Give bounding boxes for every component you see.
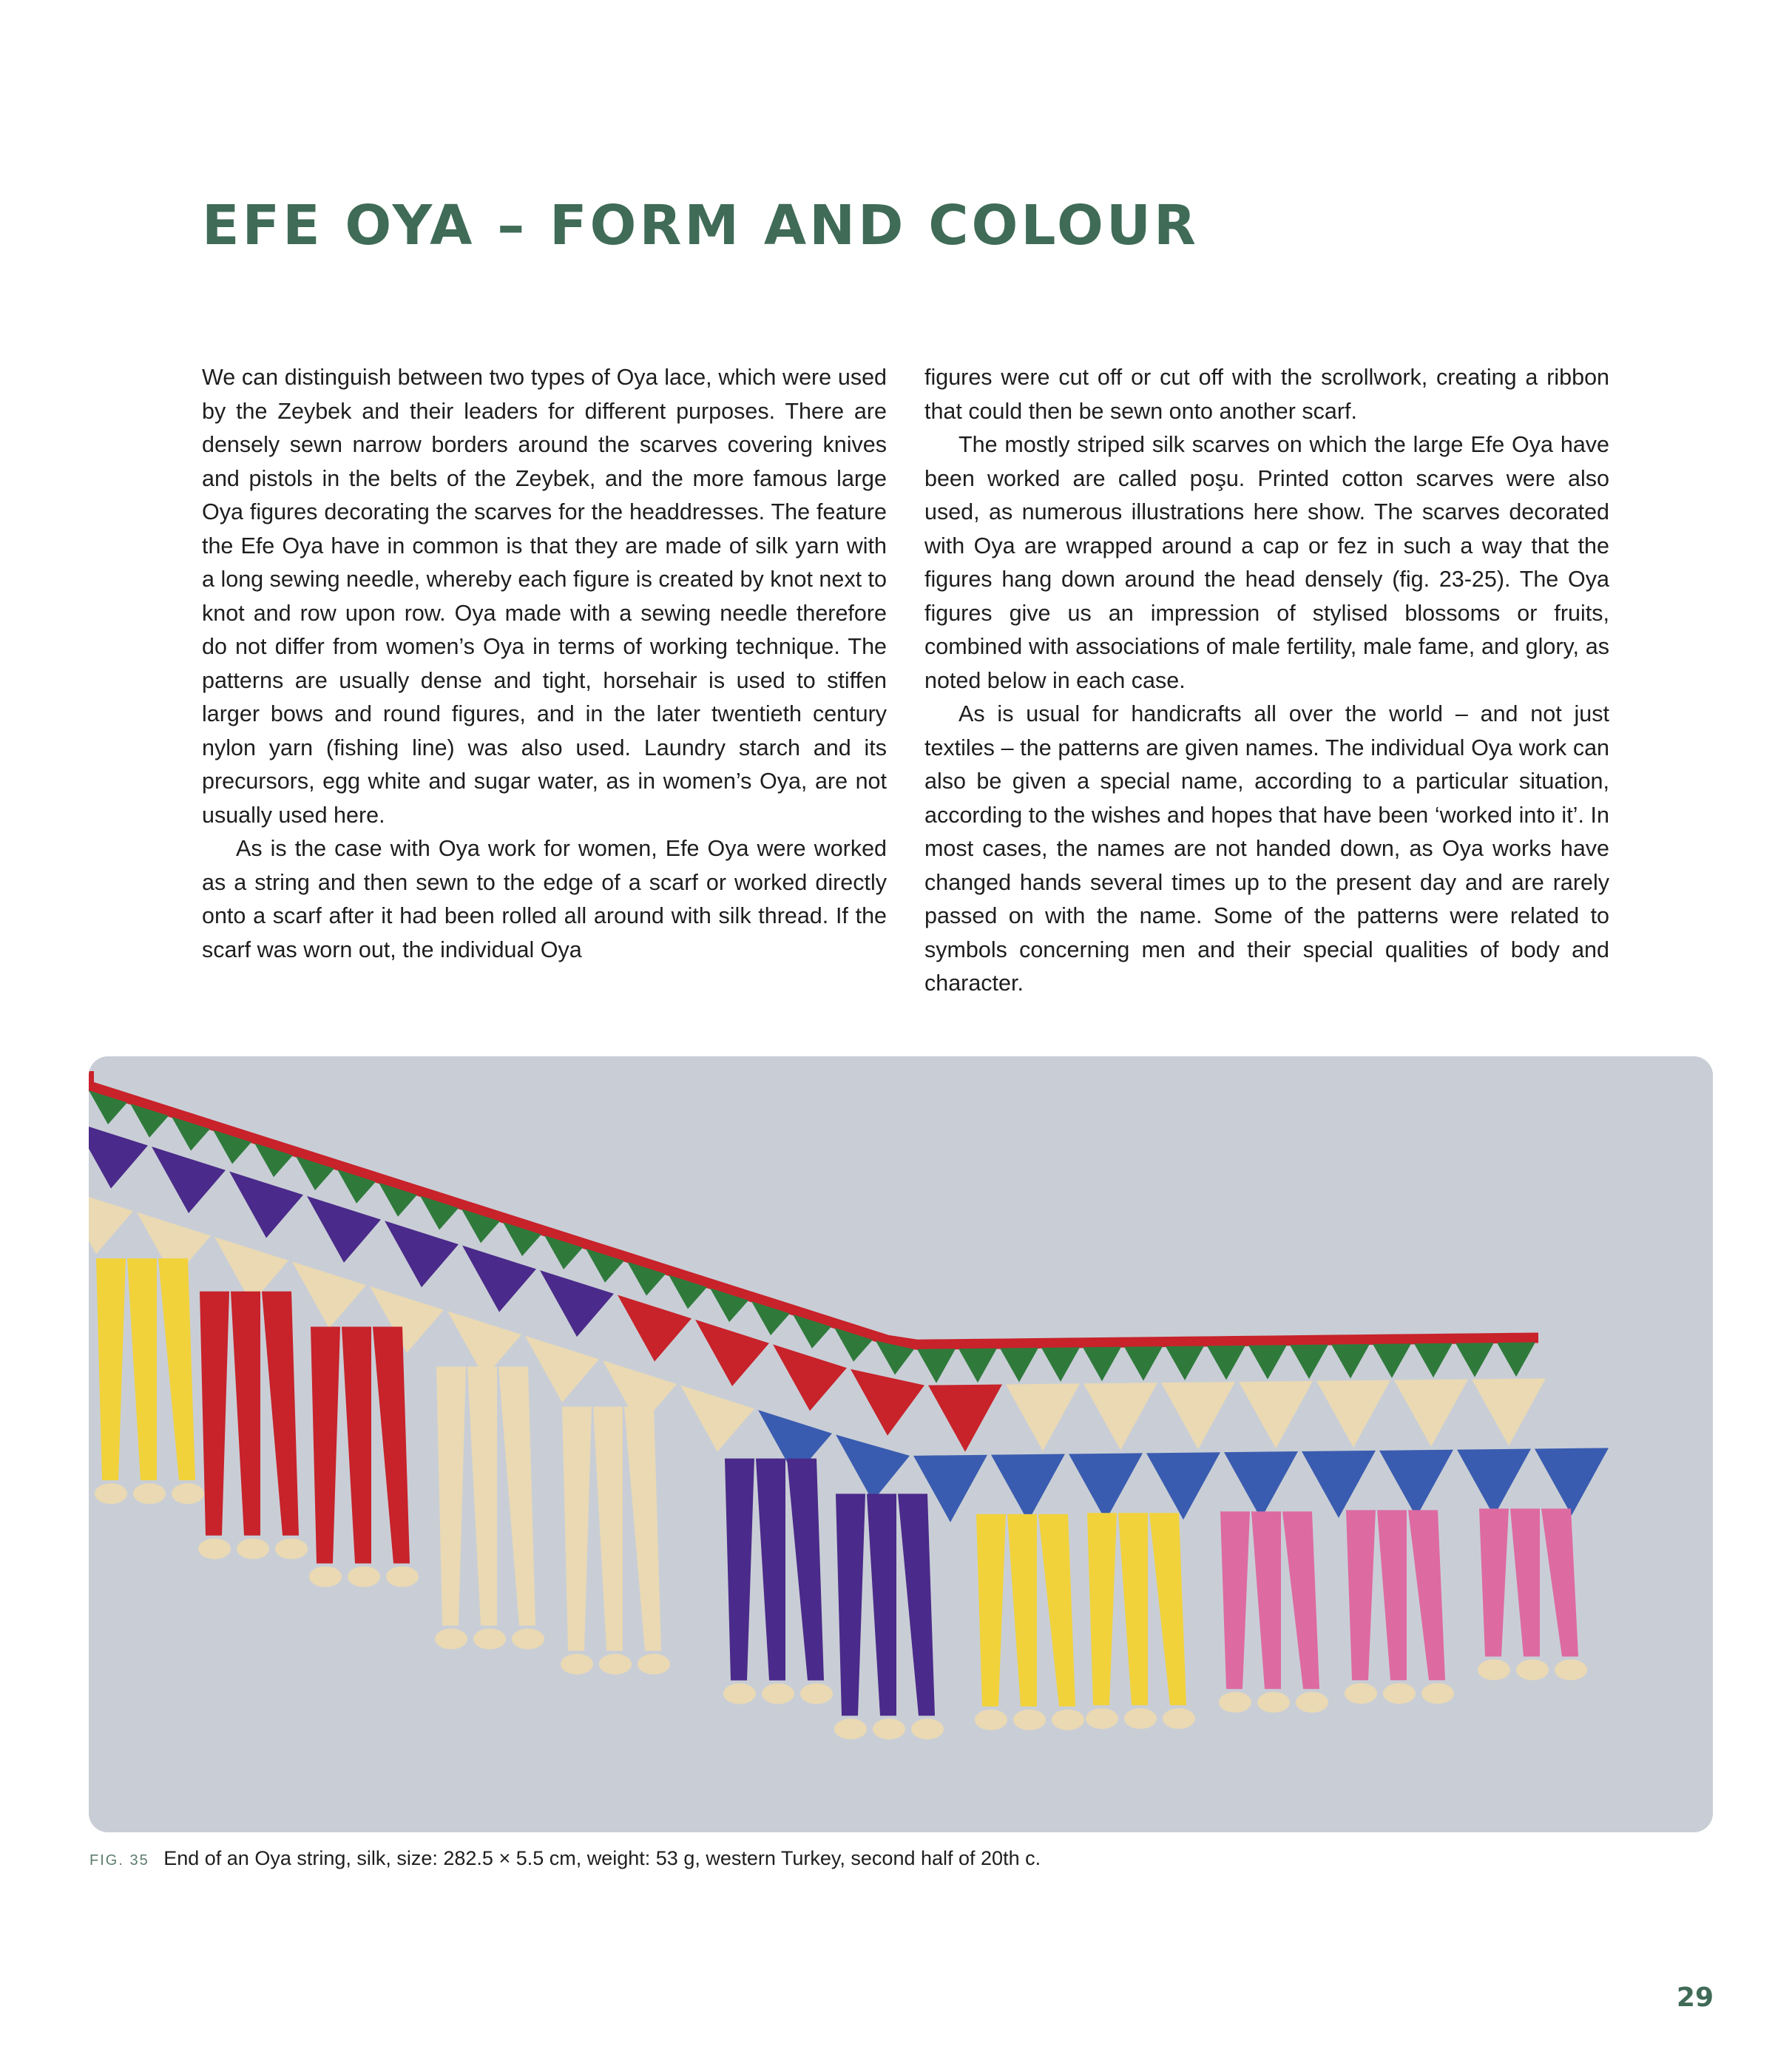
figure-caption bbox=[89, 1847, 1041, 1870]
figure-tip bbox=[172, 1483, 204, 1504]
figure-tip bbox=[1345, 1683, 1377, 1704]
figure-tip bbox=[386, 1566, 419, 1587]
figure-tip bbox=[638, 1654, 670, 1675]
oya-lace-illustration bbox=[89, 1056, 1713, 1832]
left-text-column bbox=[202, 361, 887, 967]
figure-tip bbox=[198, 1539, 231, 1559]
figure-tip bbox=[911, 1718, 944, 1739]
figure-tip bbox=[1124, 1708, 1157, 1729]
figure-tip bbox=[309, 1566, 342, 1587]
figure-caption-text: End of an Oya string, silk, size: 282.5 × 5.5 cm, weight: 53 g, western Turkey, second half of 20th c. bbox=[163, 1847, 1041, 1869]
figure-tip bbox=[1013, 1710, 1046, 1730]
figure-tip bbox=[1052, 1710, 1084, 1730]
paragraph: As is the case with Oya work for women, Efe Oya were worked as a string and then sewn to the edge of a scarf or worked directly onto a scarf after it had been rolled all around with silk thread. If the scarf was worn out, the individual Oya bbox=[202, 836, 887, 962]
figure-tip bbox=[512, 1629, 544, 1650]
figure-tip bbox=[1296, 1692, 1328, 1712]
figure-tip bbox=[1478, 1659, 1510, 1680]
figure-tip bbox=[95, 1483, 127, 1504]
figure-tip bbox=[1516, 1659, 1549, 1680]
figure-tip bbox=[275, 1539, 308, 1559]
figure-tip bbox=[133, 1483, 166, 1504]
paragraph: figures were cut off or cut off with the scrollwork, creating a ribbon that could then be sewn onto another scarf. bbox=[924, 365, 1609, 424]
figure-tip bbox=[1383, 1683, 1416, 1704]
figure-tip bbox=[1555, 1659, 1587, 1680]
figure-tip bbox=[1421, 1683, 1454, 1704]
figure-tip bbox=[723, 1684, 756, 1704]
page-number: 29 bbox=[1676, 1982, 1714, 2013]
paragraph: The mostly striped silk scarves on which the large Efe Oya have been worked are called poşu. Printed cotton scarves were also used, as numerous illustrations here show. The scarves decorated with Oya are wrapped around a cap or fez in such a way that the figures hang down around the head densely (fig. 23-25). The Oya figures give us an impression of stylised blossoms or fruits, combined with associations of male fertility, male fame, and glory, as noted below in each case. bbox=[924, 432, 1609, 693]
figure-tip bbox=[348, 1566, 380, 1587]
figure-tip bbox=[800, 1684, 833, 1704]
figure-tip bbox=[1219, 1692, 1251, 1712]
figure-tip bbox=[435, 1629, 467, 1650]
figure-tip bbox=[975, 1710, 1007, 1730]
figure-tip bbox=[834, 1718, 867, 1739]
figure-tip bbox=[473, 1629, 506, 1650]
right-text-column bbox=[924, 361, 1609, 1001]
page-title: EFE OYA – FORM AND COLOUR bbox=[202, 194, 1199, 257]
figure-tip bbox=[237, 1539, 269, 1559]
figure-tip bbox=[1257, 1692, 1290, 1712]
figure-tip bbox=[873, 1718, 905, 1739]
figure-tip bbox=[1086, 1708, 1118, 1729]
figure-tip bbox=[561, 1654, 593, 1675]
figure-tip bbox=[762, 1684, 794, 1704]
figure-label: FIG. 35 bbox=[89, 1852, 149, 1869]
paragraph: We can distinguish between two types of Oya lace, which were used by the Zeybek and their leaders for different purposes. There are densely sewn narrow borders around the scarves covering knives and pistols in the belts of the Zeybek, and the more famous large Oya figures decorating the scarves for the headdresses. The feature the Efe Oya have in common is that they are made of silk yarn with a long sewing needle, whereby each figure is created by knot next to knot and row upon row. Oya made with a sewing needle therefore do not differ from women’s Oya in terms of working technique. The patterns are usually dense and tight, horsehair is used to stiffen larger bows and round figures, and in the later twentieth century nylon yarn (fishing line) was also used. Laundry starch and its precursors, egg white and sugar water, as in women’s Oya, are not usually used here. bbox=[202, 365, 887, 828]
oya-lace-photo bbox=[89, 1056, 1713, 1832]
figure-tip bbox=[599, 1654, 632, 1675]
figure-tip bbox=[1163, 1708, 1195, 1729]
paragraph: As is usual for handicrafts all over the world – and not just textiles – the patterns are given names. The individual Oya work can also be given a special name, according to a particular situation, according to the wishes and hopes that have been ‘worked into it’. In most cases, the names are not handed down, as Oya works have changed hands several times up to the present day and are rarely passed on with the name. Some of the patterns were related to symbols concerning men and their special qualities of body and character. bbox=[924, 701, 1609, 996]
